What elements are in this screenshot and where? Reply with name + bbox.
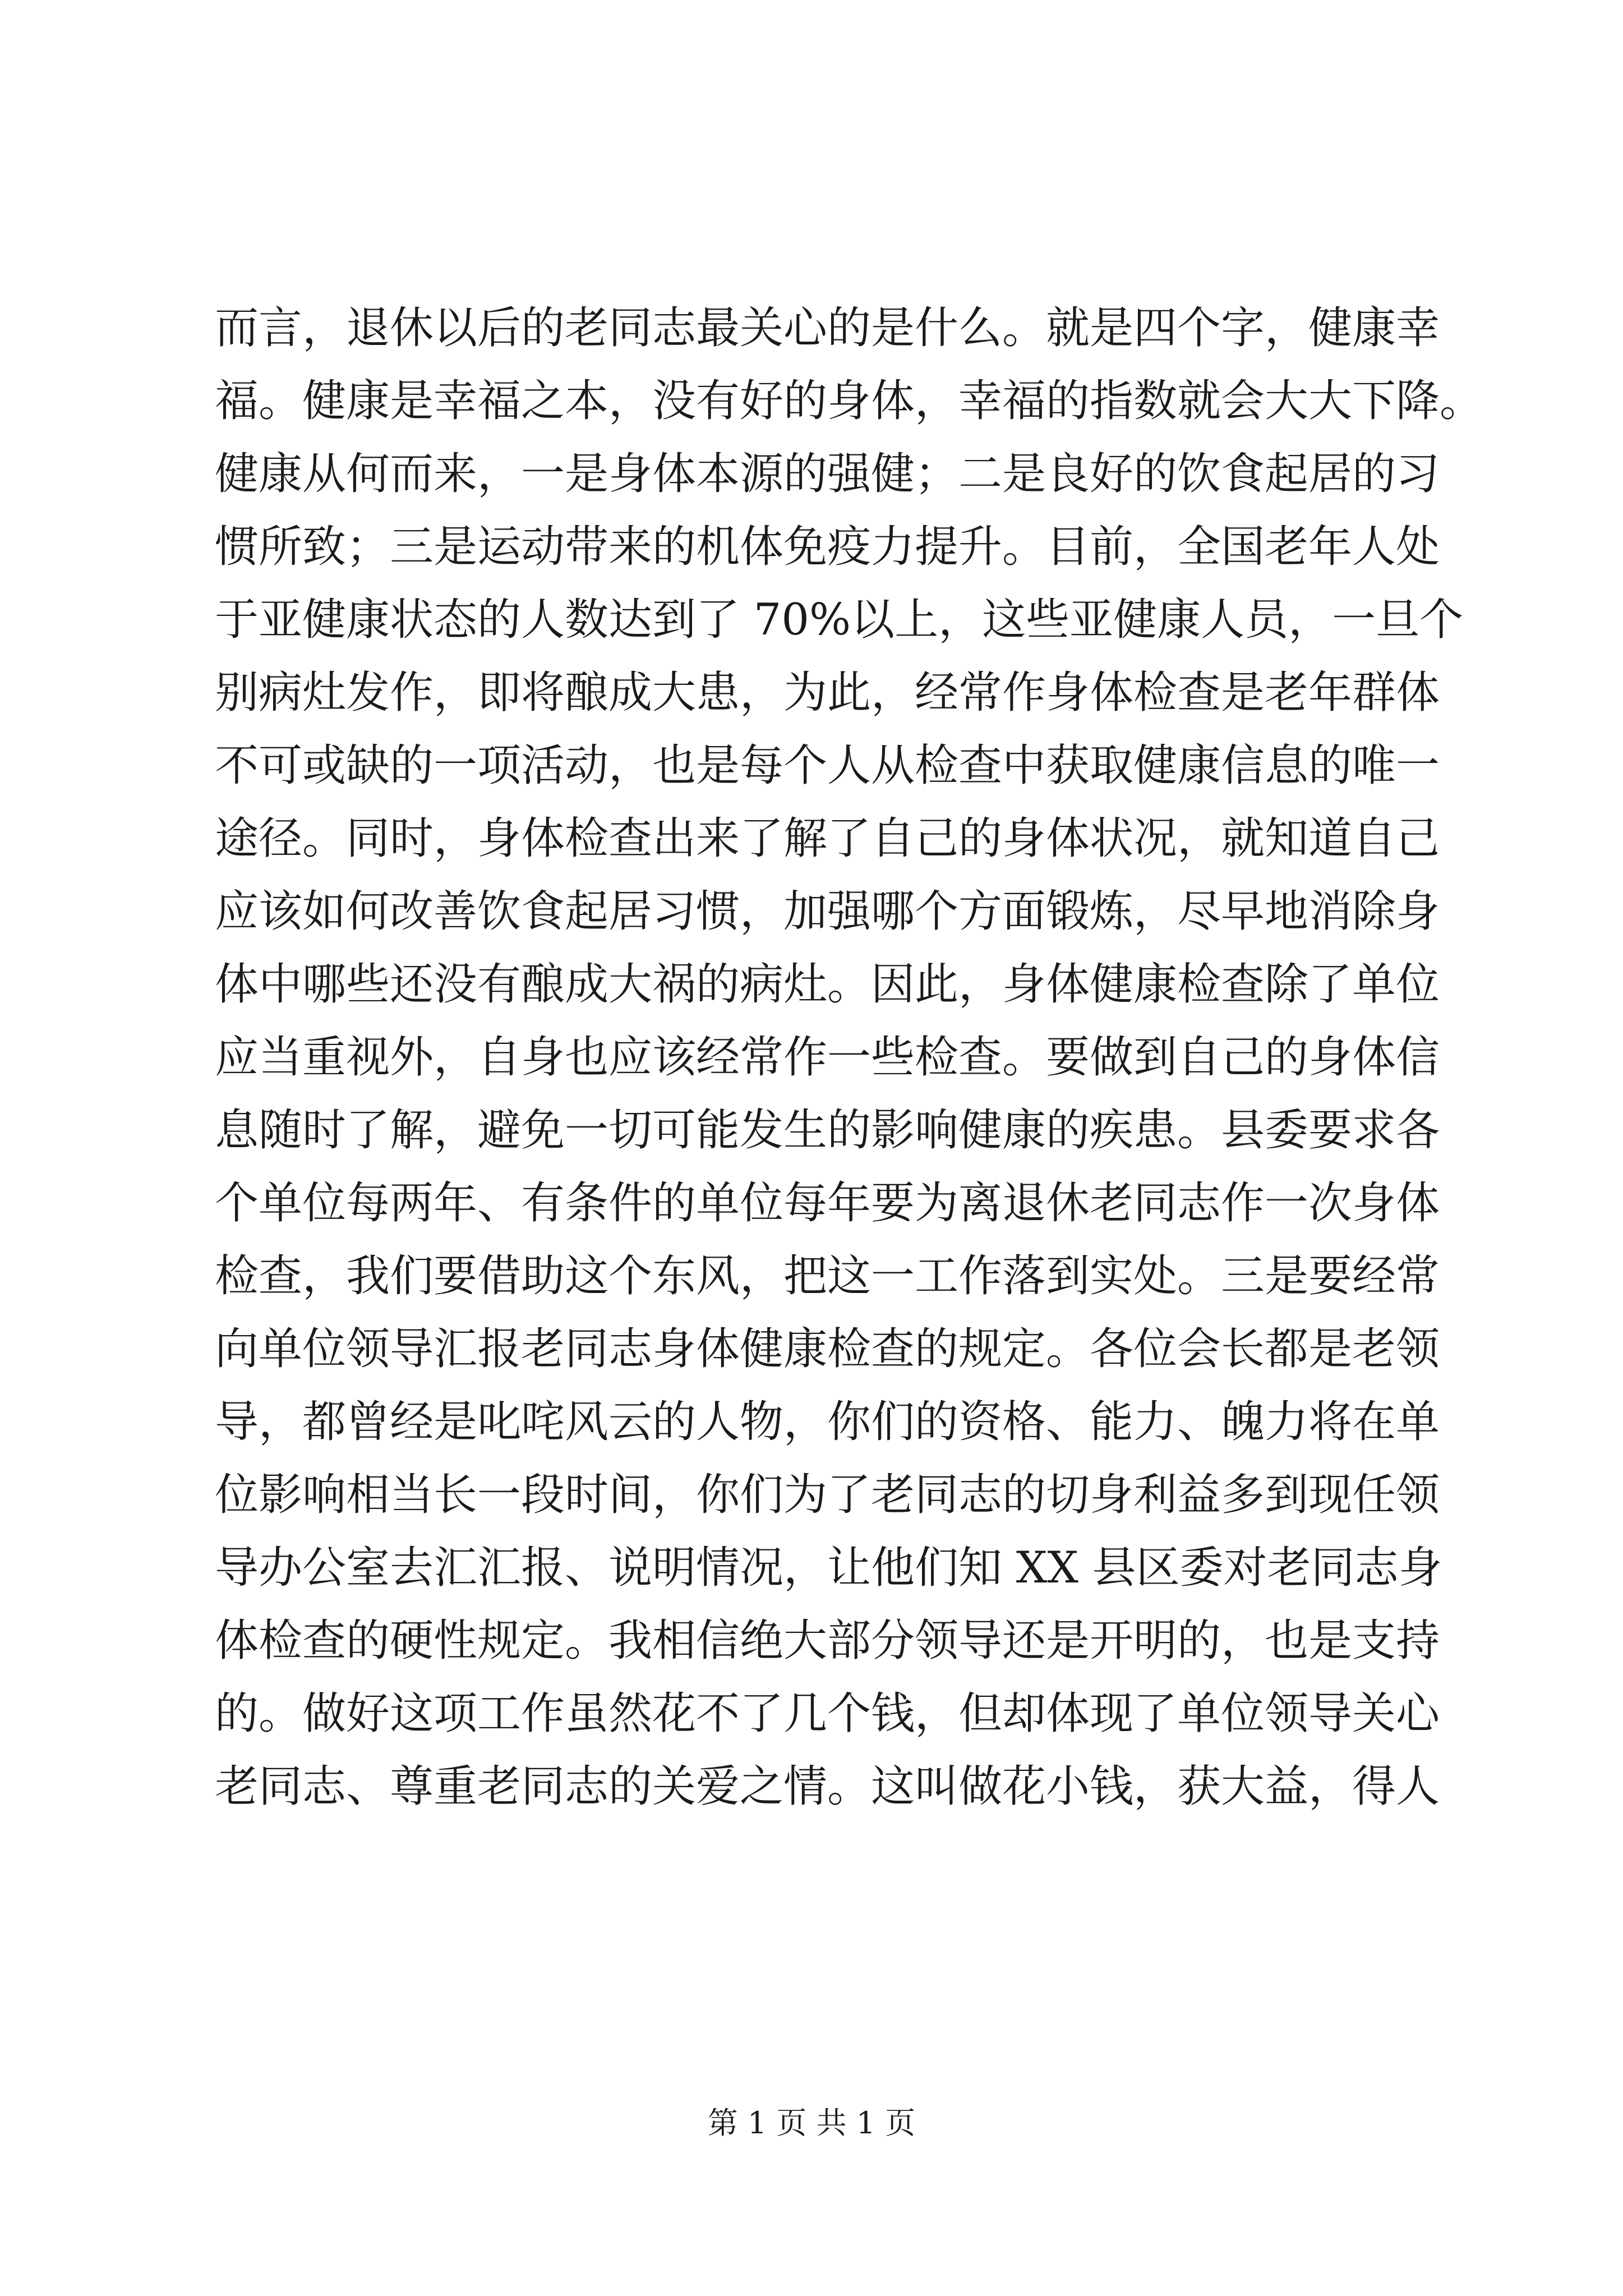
text-line: 息随时了解，避免一切可能发生的影响健康的疾患。县委要求各 [215, 1105, 1440, 1156]
text-line: 健康从何而来，一是身体本源的强健；二是良好的饮食起居的习 [215, 449, 1440, 499]
text-line: 导，都曾经是叱咤风云的人物，你们的资格、能力、魄力将在单 [215, 1397, 1440, 1447]
text-line: 别病灶发作，即将酿成大患，为此，经常作身体检查是老年群体 [215, 668, 1440, 718]
text-line: 福。健康是幸福之本，没有好的身体，幸福的指数就会大大下降。 [215, 376, 1484, 426]
text-line: 应该如何改善饮食起居习惯，加强哪个方面锻炼，尽早地消除身 [215, 886, 1440, 937]
text-line: 而言，退休以后的老同志最关心的是什么。就是四个字，健康幸 [215, 303, 1440, 353]
text-line: 于亚健康状态的人数达到了 70%以上，这些亚健康人员，一旦个 [215, 595, 1464, 645]
text-line: 向单位领导汇报老同志身体健康检查的规定。各位会长都是老领 [215, 1324, 1440, 1374]
text-line: 导办公室去汇汇报、说明情况，让他们知 XX 县区委对老同志身 [215, 1543, 1442, 1593]
text-line: 的。做好这项工作虽然花不了几个钱，但却体现了单位领导关心 [215, 1688, 1440, 1739]
text-line: 应当重视外，自身也应该经常作一些检查。要做到自己的身体信 [215, 1032, 1440, 1083]
page-footer: 第 1 页 共 1 页 [707, 2105, 916, 2141]
text-line: 检查，我们要借助这个东风，把这一工作落到实处。三是要经常 [215, 1251, 1440, 1301]
text-line: 不可或缺的一项活动，也是每个人从检查中获取健康信息的唯一 [215, 740, 1440, 791]
text-line: 惯所致；三是运动带来的机体免疫力提升。目前，全国老年人处 [215, 522, 1440, 572]
text-line: 位影响相当长一段时间，你们为了老同志的切身利益多到现任领 [215, 1470, 1440, 1520]
text-line: 体中哪些还没有酿成大祸的病灶。因此，身体健康检查除了单位 [215, 959, 1440, 1010]
text-line: 老同志、尊重老同志的关爱之情。这叫做花小钱，获大益，得人 [215, 1761, 1440, 1812]
body-text [215, 292, 1484, 1823]
text-line: 体检查的硬性规定。我相信绝大部分领导还是开明的，也是支持 [215, 1616, 1440, 1666]
text-line: 个单位每两年、有条件的单位每年要为离退休老同志作一次身体 [215, 1178, 1440, 1228]
text-line: 途径。同时，身体检查出来了解了自己的身体状况，就知道自己 [215, 813, 1440, 864]
